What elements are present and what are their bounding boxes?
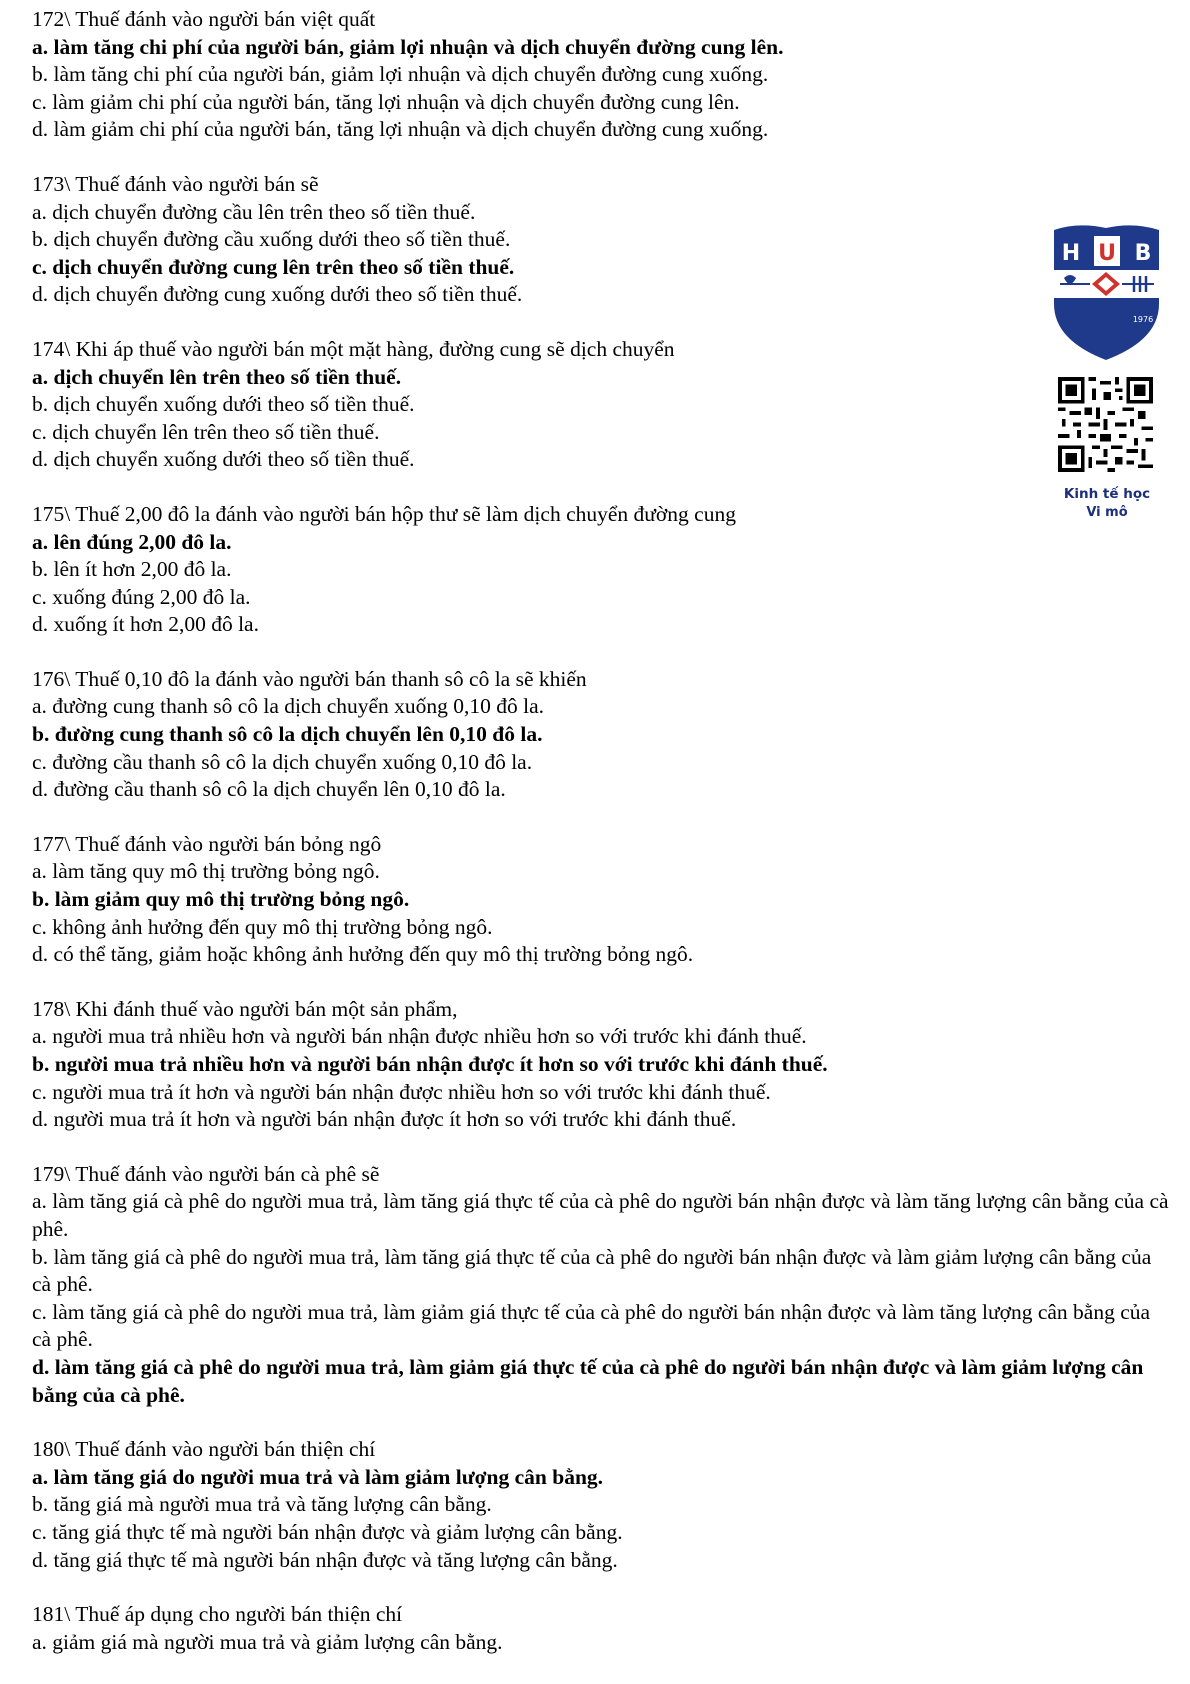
option-c: c. người mua trả ít hơn và người bán nhận được nhiều hơn so với trước khi đánh thuế. — [32, 1079, 771, 1104]
option-b: b. làm tăng giá cà phê do người mua trả, làm tăng giá thực tế của cà phê do người bán nhận được và làm giảm lượng cân bằng của cà phê. — [32, 1244, 1152, 1297]
option-d: d. đường cầu thanh sô cô la dịch chuyển lên 0,10 đô la. — [32, 777, 506, 802]
question-180 — [32, 1436, 1172, 1574]
question-173 — [32, 171, 1172, 309]
question-title: 175\ Thuế 2,00 đô la đánh vào người bán hộp thư sẽ làm dịch chuyển đường cung — [32, 501, 736, 526]
option-a: a. làm tăng giá cà phê do người mua trả, làm tăng giá thực tế của cà phê do người bán nhận được và làm tăng lượng cân bằng của cà phê. — [32, 1189, 1169, 1241]
option-d: d. làm giảm chi phí của người bán, tăng lợi nhuận và dịch chuyển đường cung xuống. — [32, 117, 769, 142]
option-c: c. tăng giá thực tế mà người bán nhận được và giảm lượng cân bằng. — [32, 1519, 623, 1544]
option-c: c. làm tăng giá cà phê do người mua trả, làm giảm giá thực tế của cà phê do người bán nhận được và làm tăng lượng cân bằng của cà phê. — [32, 1299, 1151, 1352]
option-c: c. xuống đúng 2,00 đô la. — [32, 584, 251, 609]
option-b: b. lên ít hơn 2,00 đô la. — [32, 557, 232, 582]
question-177 — [32, 831, 1172, 969]
option-d: d. người mua trả ít hơn và người bán nhận được ít hơn so với trước khi đánh thuế. — [32, 1107, 737, 1132]
option-b: b. dịch chuyển xuống dưới theo số tiền thuế. — [32, 392, 415, 417]
option-d: d. dịch chuyển đường cung xuống dưới theo số tiền thuế. — [32, 282, 523, 307]
option-d: d. xuống ít hơn 2,00 đô la. — [32, 612, 259, 637]
option-c: c. đường cầu thanh sô cô la dịch chuyển xuống 0,10 đô la. — [32, 749, 533, 774]
option-a: a. làm tăng chi phí của người bán, giảm lợi nhuận và dịch chuyển đường cung lên. — [32, 34, 784, 59]
question-title: 179\ Thuế đánh vào người bán cà phê sẽ — [32, 1161, 380, 1186]
option-d: d. có thể tăng, giảm hoặc không ảnh hưởng đến quy mô thị trường bỏng ngô. — [32, 942, 694, 967]
option-b: b. làm giảm quy mô thị trường bỏng ngô. — [32, 887, 410, 912]
question-title: 180\ Thuế đánh vào người bán thiện chí — [32, 1437, 376, 1462]
option-a: a. giảm giá mà người mua trả và giảm lượng cân bằng. — [32, 1629, 503, 1654]
course-caption-line1: Kinh tế học — [1063, 486, 1151, 502]
option-a: a. làm tăng giá do người mua trả và làm giảm lượng cân bằng. — [32, 1464, 604, 1489]
question-title: 177\ Thuế đánh vào người bán bỏng ngô — [32, 831, 382, 856]
option-b: b. tăng giá mà người mua trả và tăng lượng cân bằng. — [32, 1492, 492, 1517]
logo-letter-h: H — [1061, 241, 1081, 266]
question-176 — [32, 666, 1172, 804]
qr-code — [1058, 377, 1153, 472]
question-175 — [32, 501, 1172, 639]
question-title: 172\ Thuế đánh vào người bán việt quất — [32, 7, 376, 31]
option-b: b. đường cung thanh sô cô la dịch chuyển lên 0,10 đô la. — [32, 722, 543, 747]
option-c: c. làm giảm chi phí của người bán, tăng lợi nhuận và dịch chuyển đường cung lên. — [32, 89, 740, 114]
question-181 — [32, 1601, 1172, 1656]
question-178 — [32, 996, 1172, 1134]
option-d: d. dịch chuyển xuống dưới theo số tiền thuế. — [32, 447, 415, 472]
option-b: b. làm tăng chi phí của người bán, giảm lợi nhuận và dịch chuyển đường cung xuống. — [32, 62, 769, 87]
option-b: b. người mua trả nhiều hơn và người bán nhận được ít hơn so với trước khi đánh thuế. — [32, 1052, 828, 1076]
question-list — [32, 6, 1172, 1683]
question-title: 174\ Khi áp thuế vào người bán một mặt hàng, đường cung sẽ dịch chuyển — [32, 336, 675, 361]
hub-logo — [1050, 222, 1163, 362]
question-174 — [32, 336, 1172, 474]
option-c: c. dịch chuyển lên trên theo số tiền thuế. — [32, 419, 380, 444]
logo-letter-u: U — [1098, 241, 1116, 266]
option-d: d. tăng giá thực tế mà người bán nhận được và tăng lượng cân bằng. — [32, 1547, 618, 1572]
option-b: b. dịch chuyển đường cầu xuống dưới theo số tiền thuế. — [32, 227, 511, 252]
option-c: c. không ảnh hưởng đến quy mô thị trường bỏng ngô. — [32, 914, 493, 939]
option-a: a. người mua trả nhiều hơn và người bán nhận được nhiều hơn so với trước khi đánh thuế. — [32, 1024, 807, 1049]
question-title: 176\ Thuế 0,10 đô la đánh vào người bán thanh sô cô la sẽ khiến — [32, 666, 587, 691]
course-caption-line2: Vi mô — [1086, 505, 1128, 520]
question-179 — [32, 1161, 1172, 1409]
question-title: 178\ Khi đánh thuế vào người bán một sản phẩm, — [32, 996, 458, 1021]
option-a: a. làm tăng quy mô thị trường bỏng ngô. — [32, 859, 380, 884]
question-title: 173\ Thuế đánh vào người bán sẽ — [32, 171, 319, 196]
option-a: a. đường cung thanh sô cô la dịch chuyển xuống 0,10 đô la. — [32, 694, 545, 719]
question-title: 181\ Thuế áp dụng cho người bán thiện chí — [32, 1602, 403, 1627]
option-a: a. lên đúng 2,00 đô la. — [32, 529, 232, 554]
option-a: a. dịch chuyển lên trên theo số tiền thuế. — [32, 364, 402, 389]
option-a: a. dịch chuyển đường cầu lên trên theo số tiền thuế. — [32, 199, 476, 224]
option-c: c. dịch chuyển đường cung lên trên theo số tiền thuế. — [32, 254, 515, 279]
question-172 — [32, 6, 1172, 144]
logo-year: 1976 — [1132, 315, 1154, 324]
logo-letter-b: B — [1134, 241, 1152, 266]
option-d: d. làm tăng giá cà phê do người mua trả, làm giảm giá thực tế của cà phê do người bán nhận được và làm giảm lượng cân bằng của cà phê. — [32, 1354, 1144, 1407]
